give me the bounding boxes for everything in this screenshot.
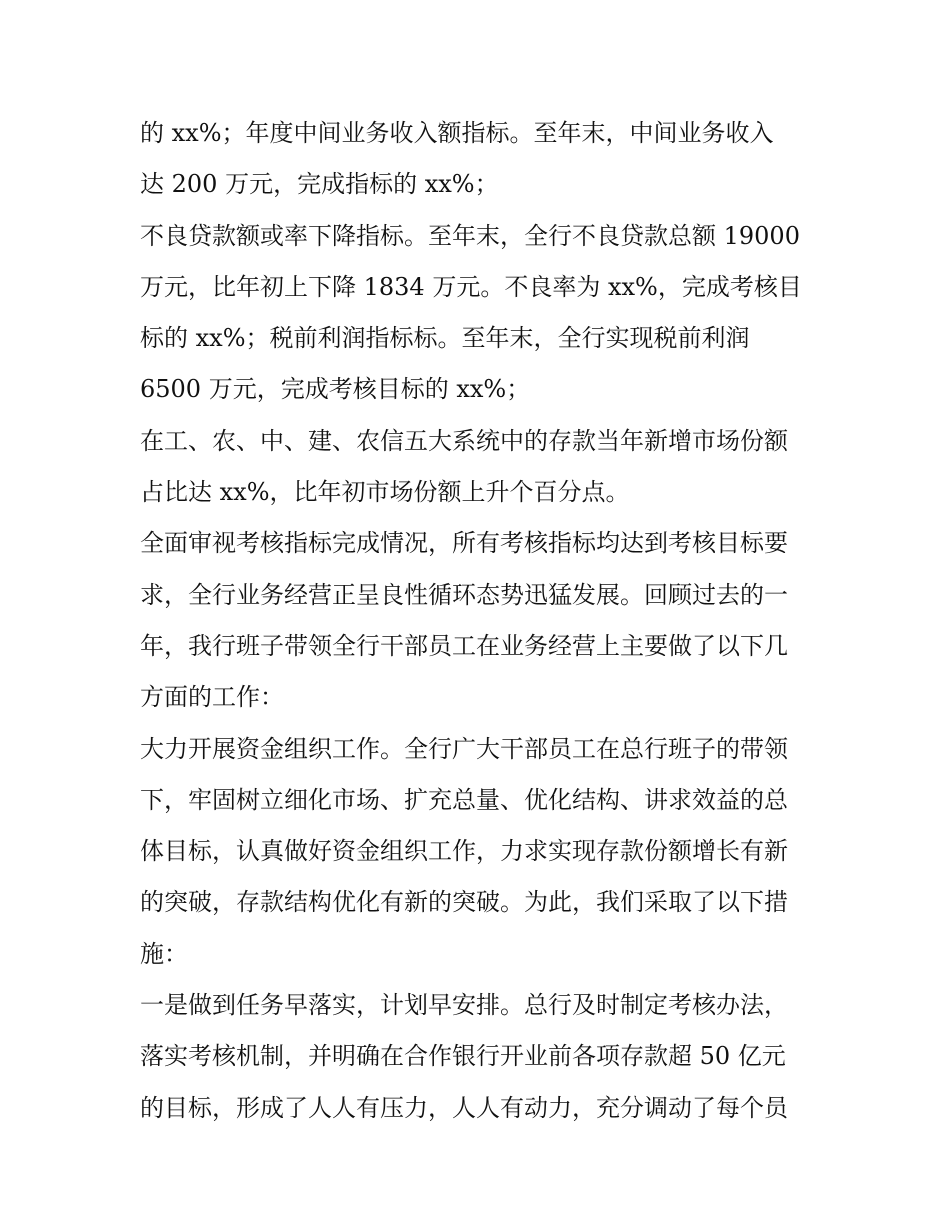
text-line: 达 200 万元，完成指标的 xx%； [140,170,499,199]
text-line: 年，我行班子带领全行干部员工在业务经营上主要做了以下几 [140,631,788,660]
text-line: 施： [140,939,188,968]
text-line: 6500 万元，完成考核目标的 xx%； [140,375,531,404]
text-line: 在工、农、中、建、农信五大系统中的存款当年新增市场份额 [140,426,788,455]
text-line: 不良贷款额或率下降指标。至年末，全行不良贷款总额 19000 [140,221,800,250]
text-line: 万元，比年初上下降 1834 万元。不良率为 xx%，完成考核目 [140,272,802,301]
text-line: 下，牢固树立细化市场、扩充总量、优化结构、讲求效益的总 [140,785,788,814]
text-line: 的 xx%；年度中间业务收入额指标。至年末，中间业务收入 [140,119,774,147]
text-line: 标的 xx%；税前利润指标标。至年末，全行实现税前利润 [140,324,750,353]
text-line: 全面审视考核指标完成情况，所有考核指标均达到考核目标要 [140,529,788,558]
text-line: 体目标，认真做好资金组织工作，力求实现存款份额增长有新 [140,837,788,866]
text-line: 一是做到任务早落实，计划早安排。总行及时制定考核办法， [140,991,788,1020]
text-line: 方面的工作： [140,683,284,712]
text-line: 求，全行业务经营正呈良性循环态势迅猛发展。回顾过去的一 [140,580,788,609]
text-line: 占比达 xx%，比年初市场份额上升个百分点。 [140,478,630,507]
text-line: 大力开展资金组织工作。全行广大干部员工在总行班子的带领 [140,734,788,763]
body-text [140,108,820,1134]
text-line: 的突破，存款结构优化有新的突破。为此，我们采取了以下措 [140,888,788,917]
text-line: 落实考核机制，并明确在合作银行开业前各项存款超 50 亿元 [140,1042,786,1071]
text-line: 的目标，形成了人人有压力，人人有动力，充分调动了每个员 [140,1093,788,1122]
